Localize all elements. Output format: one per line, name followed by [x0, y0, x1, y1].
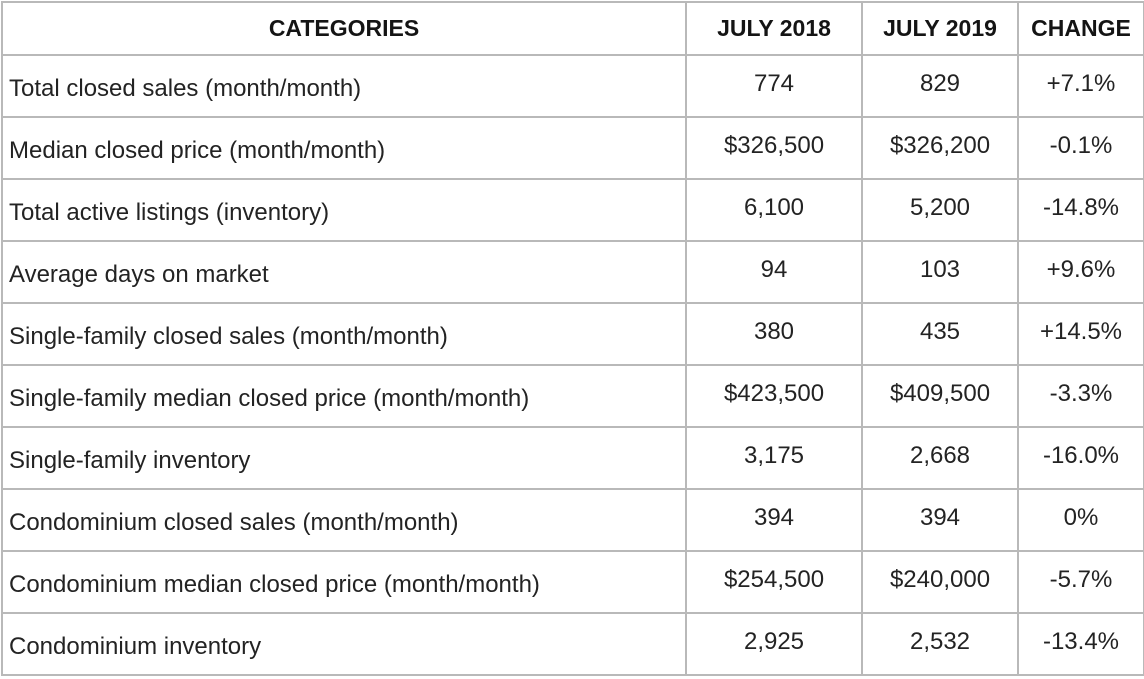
- category-cell: Condominium closed sales (month/month): [2, 489, 686, 551]
- header-july-2018: JULY 2018: [686, 2, 862, 55]
- july-2019-cell: 2,668: [862, 427, 1018, 489]
- july-2019-cell: $326,200: [862, 117, 1018, 179]
- july-2018-cell: 6,100: [686, 179, 862, 241]
- category-cell: Condominium median closed price (month/month): [2, 551, 686, 613]
- change-cell: 0%: [1018, 489, 1144, 551]
- category-cell: Median closed price (month/month): [2, 117, 686, 179]
- table-row: [2, 489, 1144, 551]
- change-cell: -3.3%: [1018, 365, 1144, 427]
- header-categories: CATEGORIES: [2, 2, 686, 55]
- july-2019-cell: 2,532: [862, 613, 1018, 675]
- july-2018-cell: 380: [686, 303, 862, 365]
- change-cell: -16.0%: [1018, 427, 1144, 489]
- category-cell: Total active listings (inventory): [2, 179, 686, 241]
- category-cell: Average days on market: [2, 241, 686, 303]
- change-cell: -13.4%: [1018, 613, 1144, 675]
- july-2019-cell: $240,000: [862, 551, 1018, 613]
- change-cell: +14.5%: [1018, 303, 1144, 365]
- header-july-2019: JULY 2019: [862, 2, 1018, 55]
- july-2018-cell: 774: [686, 55, 862, 117]
- july-2019-cell: 5,200: [862, 179, 1018, 241]
- table-row: [2, 551, 1144, 613]
- category-cell: Condominium inventory: [2, 613, 686, 675]
- july-2019-cell: 829: [862, 55, 1018, 117]
- market-stats-table: [1, 1, 1144, 676]
- july-2019-cell: 103: [862, 241, 1018, 303]
- july-2018-cell: 94: [686, 241, 862, 303]
- table-row: [2, 303, 1144, 365]
- july-2018-cell: $423,500: [686, 365, 862, 427]
- change-cell: +7.1%: [1018, 55, 1144, 117]
- table-row: [2, 55, 1144, 117]
- july-2019-cell: 394: [862, 489, 1018, 551]
- table-row: [2, 241, 1144, 303]
- july-2018-cell: $326,500: [686, 117, 862, 179]
- july-2018-cell: 394: [686, 489, 862, 551]
- change-cell: -5.7%: [1018, 551, 1144, 613]
- header-change: CHANGE: [1018, 2, 1144, 55]
- change-cell: -14.8%: [1018, 179, 1144, 241]
- july-2018-cell: 3,175: [686, 427, 862, 489]
- category-cell: Single-family inventory: [2, 427, 686, 489]
- july-2019-cell: $409,500: [862, 365, 1018, 427]
- category-cell: Single-family median closed price (month/month): [2, 365, 686, 427]
- july-2019-cell: 435: [862, 303, 1018, 365]
- change-cell: -0.1%: [1018, 117, 1144, 179]
- table-row: [2, 613, 1144, 675]
- table-row: [2, 117, 1144, 179]
- category-cell: Single-family closed sales (month/month): [2, 303, 686, 365]
- change-cell: +9.6%: [1018, 241, 1144, 303]
- table-row: [2, 427, 1144, 489]
- table-row: [2, 179, 1144, 241]
- july-2018-cell: $254,500: [686, 551, 862, 613]
- header-row: [2, 2, 1144, 55]
- table-row: [2, 365, 1144, 427]
- july-2018-cell: 2,925: [686, 613, 862, 675]
- category-cell: Total closed sales (month/month): [2, 55, 686, 117]
